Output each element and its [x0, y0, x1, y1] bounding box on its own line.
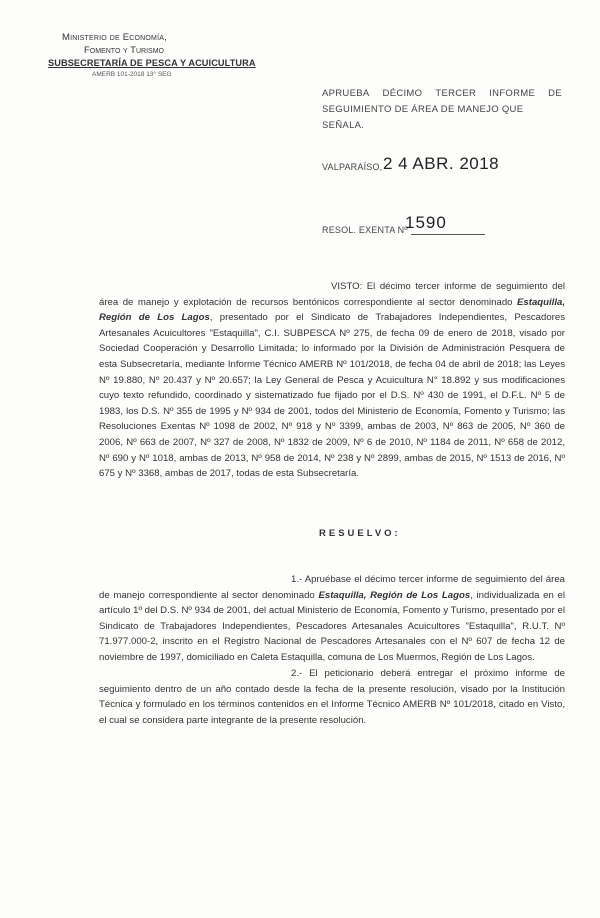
visto-sector-name: Estaquilla, Región de Los Lagos	[99, 296, 565, 324]
p1-text-part2: , individualizada en el artículo 1º del D.S. Nº 934 de 2001, del actual Ministerio de Economía, Fomento y Turismo, presentado por el Sindicato de Trabajadores Independientes, Pescadores Artesanales Acuicultores "Estaquilla", R.U.T. Nº 71.977.000-2, inscrito en el Registro Nacional de Pescadores Artesanales con el Nº 607 de fecha 12 de noviembre de 1997, domiciliado en Caleta Estaquilla, comuna de Los Muermos, Región de Los Lagos.	[99, 589, 565, 663]
p1-sector-name: Estaquilla, Región de Los Lagos	[318, 589, 471, 601]
resuelvo-title: RESUELVO:	[319, 528, 401, 539]
visto-lead: VISTO:	[331, 281, 363, 292]
subject-line2: SEGUIMIENTO DE ÁREA DE MANEJO QUE SEÑALA.	[322, 104, 524, 131]
p1-text-part1: 1.- Apruébase el décimo tercer informe de seguimiento del área de manejo correspondiente al sector denominado	[99, 574, 565, 601]
subject-line1	[322, 86, 562, 102]
resolution-number-line	[411, 234, 485, 235]
resolution-number: 1590	[405, 213, 447, 232]
resolution-label: RESOL. EXENTA Nº	[322, 225, 408, 235]
subsecretaria-name: SUBSECRETARÍA DE PESCA Y ACUICULTURA	[48, 58, 256, 68]
date-stamp: 2 4 ABR. 2018	[383, 154, 500, 173]
subject-word: APRUEBA	[322, 88, 370, 99]
place-label: VALPARAÍSO,	[322, 162, 383, 172]
subject-word: INFORME	[489, 88, 536, 99]
subject-word: DÉCIMO	[382, 88, 423, 99]
resolution-label-row	[322, 225, 485, 235]
ministry-line2: Fomento y Turismo	[84, 44, 164, 56]
resolution-subject	[322, 86, 562, 134]
subject-word: DE	[548, 88, 562, 99]
visto-text-part1: El décimo tercer informe de seguimiento del área de manejo y explotación de recursos bentónicos correspondiente al sector denominado	[99, 281, 565, 308]
resuelvo-paragraph-2: 2.- El peticionario deberá entregar el próximo informe de seguimiento dentro de un año contado desde la fecha de la presente resolución, visado por la Institución Técnica y formulado en los términos contenidos en el Informe Técnico AMERB Nº 101/2018, citado en Visto, el cual se considera parte integrante de la presente resolución.	[99, 668, 565, 726]
reference-code: AMERB 101-2018 13° SEG	[92, 70, 172, 78]
ministry-line1: Ministerio de Economía,	[62, 32, 167, 43]
visto-text-part2: , presentado por el Sindicato de Trabajadores Independientes, Pescadores Artesanales Acuicultores "Estaquilla", C.I. SUBPESCA Nº 275, de fecha 09 de enero de 2018, visado por Sociedad Cooperación y Desarrollo Limitada; lo informado por la División de Administración Pesquera de esta Subsecretaría, mediante Informe Técnico AMERB Nº 101/2018, de fecha 04 de abril de 2018; las Leyes Nº 19.880, Nº 20.437 y Nº 20.657; la Ley General de Pesca y Acuicultura N° 18.892 y sus modificaciones cuyo texto refundido, coordinado y sistematizado fue fijado por el D.S. Nº 430 de 1991, el D.F.L. Nº 5 de 1983, los D.S. Nº 355 de 1995 y Nº 934 de 2001, todos del Ministerio de Economía, Fomento y Turismo; las Resoluciones Exentas Nº 1098 de 2002, Nº 918 y Nº 3399, ambas de 2003, Nº 863 de 2005, Nº 360 de 2006, Nº 663 de 2007, Nº 327 de 2008, Nº 1832 de 2009, Nº 6 de 2010, Nº 1184 de 2011, Nº 658 de 2012, Nº 690 y Nº 1018, ambas de 2013, Nº 958 de 2014, Nº 238 y Nº 2899, ambas de 2015, Nº 1513 de 2016, Nº 675 y Nº 3368, ambas de 2017, todas de esta Subsecretaría.	[99, 312, 565, 480]
resuelvo-paragraph-1	[99, 572, 565, 666]
letterhead	[48, 32, 256, 80]
subject-word: TERCER	[435, 88, 477, 99]
visto-paragraph	[99, 279, 565, 482]
